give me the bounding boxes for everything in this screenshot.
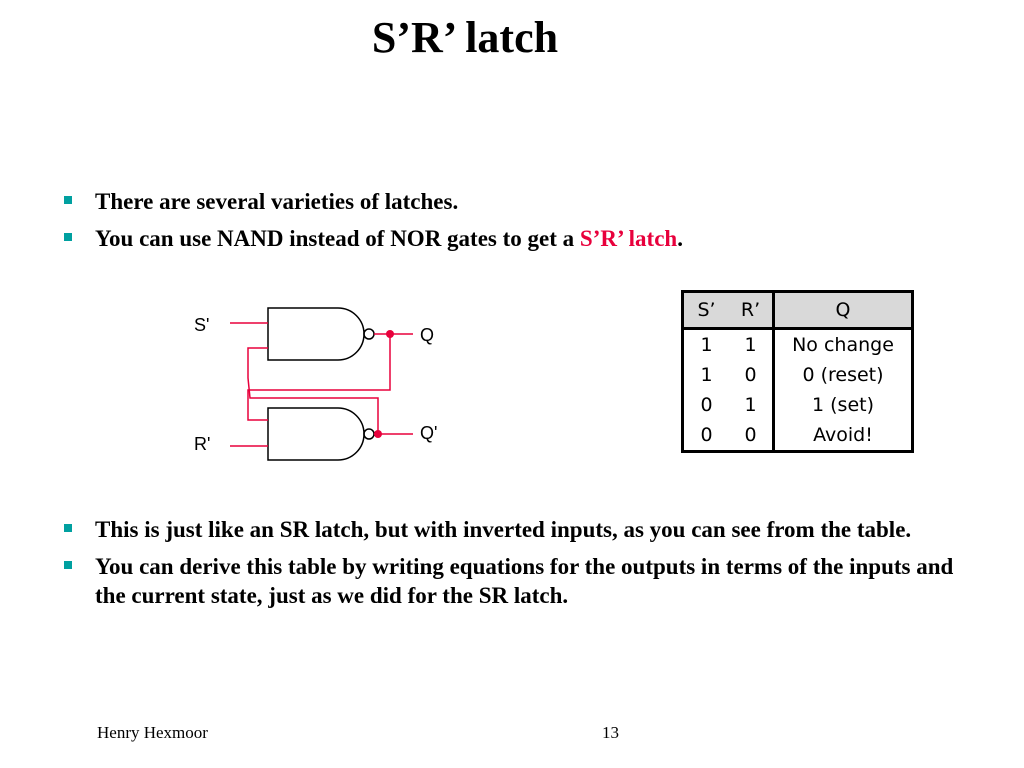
highlight-term: S’R’ latch bbox=[579, 226, 678, 251]
label-s: S' bbox=[194, 315, 210, 335]
table-header-row bbox=[683, 292, 913, 329]
junction-dot-qbar bbox=[374, 430, 382, 438]
cell-q: 0 (reset) bbox=[802, 364, 884, 386]
bullet-text-pre: You can use NAND instead of NOR gates to get a bbox=[95, 226, 580, 251]
bullet-text-post: . bbox=[677, 226, 683, 251]
nand-latch-diagram bbox=[188, 298, 448, 468]
footer-author: Henry Hexmoor bbox=[97, 723, 208, 742]
cell-r: 0 bbox=[729, 420, 774, 452]
bullet-text: This is just like an SR latch, but with inverted inputs, as you can see from the table. bbox=[95, 517, 912, 542]
cell-r: 1 bbox=[729, 390, 774, 420]
bullet-item bbox=[64, 552, 964, 610]
header-s: S’ bbox=[683, 292, 730, 329]
inversion-bubble-top bbox=[364, 329, 374, 339]
cell-s: 0 bbox=[700, 424, 713, 446]
bullet-text: You can derive this table by writing equations for the outputs in terms of the inputs and the current state, just as we did for the SR latch. bbox=[95, 554, 954, 608]
cell-r: 1 bbox=[729, 329, 774, 361]
truth-table bbox=[681, 290, 914, 453]
bullet-item bbox=[64, 187, 964, 216]
square-bullet-icon bbox=[64, 561, 72, 569]
page-number: 13 bbox=[602, 723, 619, 742]
table-row bbox=[683, 420, 913, 452]
nand-gate-top bbox=[268, 308, 364, 360]
cell-r: 0 bbox=[729, 360, 774, 390]
label-r: R' bbox=[194, 434, 211, 454]
bullet-item bbox=[64, 224, 964, 253]
slide-title: S’R’ latch bbox=[371, 13, 559, 62]
label-q: Q bbox=[420, 325, 435, 345]
cell-q: No change bbox=[792, 334, 894, 356]
inversion-bubble-bottom bbox=[364, 429, 374, 439]
square-bullet-icon bbox=[64, 524, 72, 532]
cell-s: 1 bbox=[700, 334, 713, 356]
bullet-item bbox=[64, 515, 964, 544]
square-bullet-icon bbox=[64, 233, 72, 241]
nand-gate-bottom bbox=[268, 408, 364, 460]
cell-s: 1 bbox=[700, 364, 713, 386]
cell-q: 1 (set) bbox=[812, 394, 874, 416]
bullet-list-bottom bbox=[64, 515, 964, 618]
junction-dot-q bbox=[386, 330, 394, 338]
table-row bbox=[683, 329, 913, 361]
header-q: Q bbox=[774, 292, 913, 329]
square-bullet-icon bbox=[64, 196, 72, 204]
bullet-list-top bbox=[64, 187, 964, 261]
cell-s: 0 bbox=[700, 394, 713, 416]
header-r: R’ bbox=[729, 292, 774, 329]
table-row bbox=[683, 360, 913, 390]
bullet-text: There are several varieties of latches. bbox=[95, 189, 459, 214]
cell-q: Avoid! bbox=[813, 424, 873, 446]
label-qbar: Q' bbox=[420, 423, 438, 443]
wire-q-feedback bbox=[248, 334, 390, 420]
table-row bbox=[683, 390, 913, 420]
